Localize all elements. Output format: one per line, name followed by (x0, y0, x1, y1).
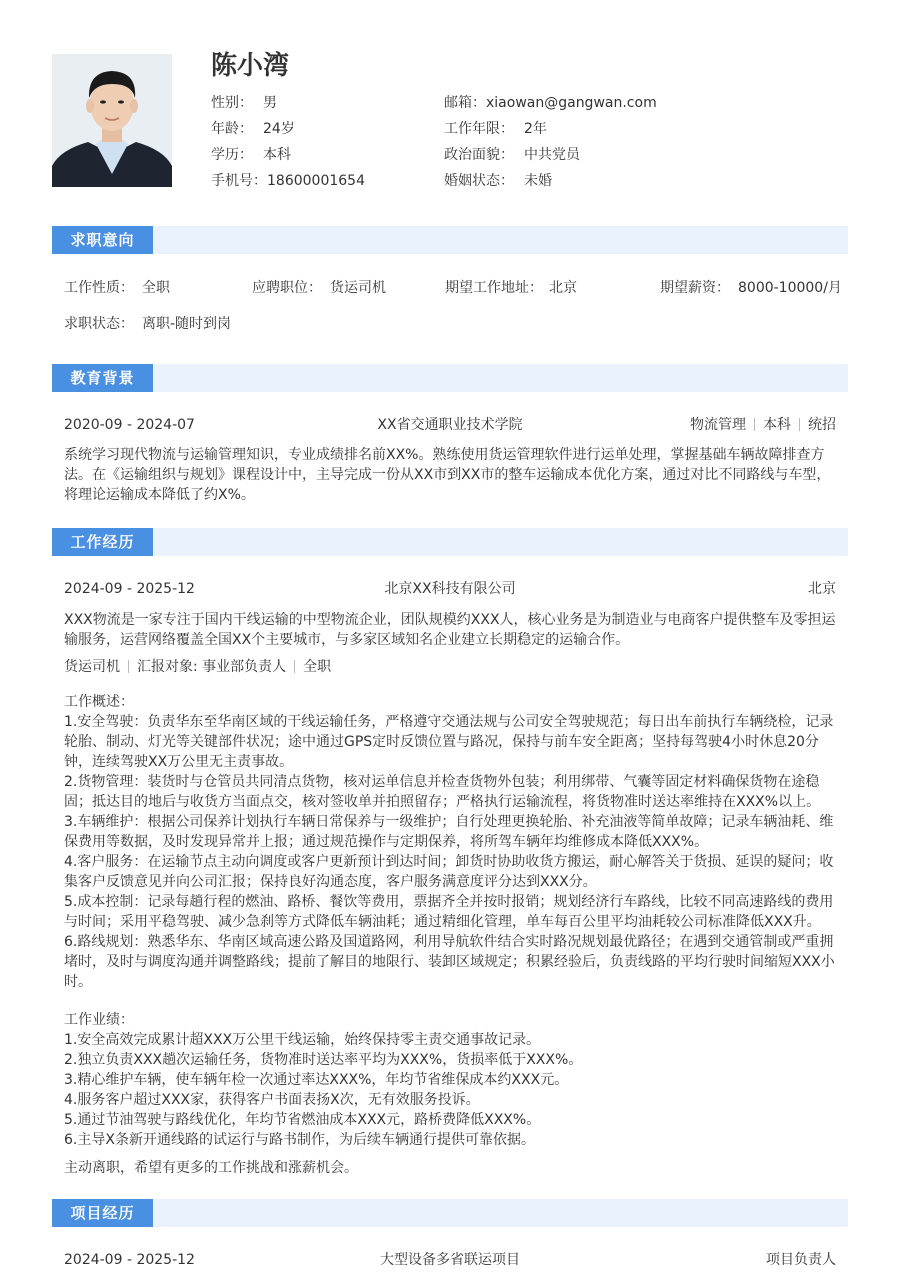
education-period: 2020-09 - 2024-07 (64, 417, 195, 433)
overview-line: 与时间；采用平稳驾驶、减少急刹等方式降低车辆油耗；通过精细化管理，单车每百公里平均油耗较公司标准降低XXX升。 (64, 914, 821, 930)
section-job-intent (52, 226, 848, 254)
job-location (445, 277, 577, 299)
achievement-line: 1.安全高效完成累计超XXX万公里干线运输，始终保持零主责交通事故记录。 (64, 1032, 541, 1048)
achievement-line: 6.主导X条新开通线路的试运行与路书制作，为后续车辆通行提供可靠依据。 (64, 1132, 535, 1148)
company-name: 北京XX科技有限公司 (384, 581, 516, 597)
job-status-row (64, 313, 836, 335)
job-position-value: 货运司机 (330, 280, 386, 296)
overview-line: 6.路线规划：熟悉华东、华南区域高速公路及国道路网，利用导航软件结合实时路况规划最优路径；在遇到交通管制或严重拥 (64, 934, 834, 950)
candidate-name: 陈小湾 (211, 51, 290, 81)
achievement-line: 4.服务客户超过XXX家，获得客户书面表扬X次，无有效服务投诉。 (64, 1092, 480, 1108)
job-nature-value: 全职 (142, 280, 170, 296)
job-location-label: 期望工作地址： (445, 280, 543, 296)
age-row (211, 118, 365, 144)
education-header (64, 414, 836, 436)
project-role: 项目负责人 (766, 1252, 836, 1268)
marital-value: 未婚 (524, 173, 552, 189)
work-city: 北京 (808, 581, 836, 597)
education-description (64, 445, 838, 505)
job-status-value: 离职-随时到岗 (142, 316, 232, 332)
education-desc-line: 系统学习现代物流与运输管理知识，专业成绩排名前XX%。熟练使用货运管理软件进行运单处理，掌握基础车辆故障排查方 (64, 447, 825, 463)
overview-line: 保费用等数据，及时发现异常并上报；通过规范操作与定期保养，将所驾车辆年均维修成本降低XXX%。 (64, 834, 709, 850)
email-row (444, 92, 657, 118)
years-value: 2年 (524, 121, 547, 137)
job-intent-row (64, 277, 842, 299)
overview-line: 3.车辆维护：根据公司保养计划执行车辆日常保养与一级维护；自行处理更换轮胎、补充油液等简单故障；记录车辆油耗、维 (64, 814, 834, 830)
company-description (64, 610, 838, 650)
overview-line: 钟，连续驾驶XX万公里无主责事故。 (64, 754, 294, 770)
job-salary (660, 277, 842, 299)
achievement-line: 5.通过节油驾驶与路线优化，年均节省燃油成本XXX元，路桥费降低XXX%。 (64, 1112, 541, 1128)
employment-type-tag: 全职 (303, 659, 332, 675)
phone-label: 手机号： (211, 173, 267, 189)
phone-row (211, 170, 365, 196)
company-desc-line: 输服务，运营网络覆盖全国XX个主要城市，与多家区域知名企业建立长期稳定的运输合作。 (64, 632, 630, 648)
project-name: 大型设备多省联运项目 (380, 1252, 520, 1268)
education-tags (690, 414, 836, 436)
overview-line: 固；抵达目的地后与收货方当面点交，核对签收单并拍照留存；严格执行运输流程，将货物准时送达率维持在XXX%以上。 (64, 794, 821, 810)
years-row (444, 118, 657, 144)
major-tag: 物流管理 (690, 417, 746, 433)
work-overview-title: 工作概述： (64, 694, 134, 710)
report-to-tag: 汇报对象: 事业部负责人 (137, 659, 287, 675)
work-achievements-title: 工作业绩： (64, 1012, 134, 1028)
section-title-work: 工作经历 (52, 528, 153, 556)
job-salary-value: 8000-10000/月 (738, 280, 842, 296)
email-label: 邮箱： (444, 95, 486, 111)
education-desc-line: 将理论运输成本降低了约X%。 (64, 487, 255, 503)
years-label: 工作年限： (444, 121, 514, 137)
political-row (444, 144, 657, 170)
overview-line: 时。 (64, 974, 92, 990)
avatar (52, 54, 172, 187)
job-position-label: 应聘职位： (252, 280, 322, 296)
marital-label: 婚姻状态： (444, 173, 514, 189)
basic-info-left (211, 92, 365, 196)
project-header (64, 1249, 836, 1271)
gender-label: 性别： (211, 95, 253, 111)
work-overview (64, 692, 838, 992)
job-nature-label: 工作性质： (64, 280, 134, 296)
role-tag: 货运司机 (64, 659, 120, 675)
project-period: 2024-09 - 2025-12 (64, 1252, 195, 1268)
section-work (52, 528, 848, 556)
school-name: XX省交通职业技术学院 (377, 417, 523, 433)
gender-row (211, 92, 365, 118)
work-header (64, 578, 836, 600)
section-title-education: 教育背景 (52, 364, 153, 392)
company-desc-line: XXX物流是一家专注于国内干线运输的中型物流企业，团队规模约XXX人，核心业务是为制造业与电商客户提供整车及零担运 (64, 612, 836, 628)
achievement-line: 3.精心维护车辆，使车辆年检一次通过率达XXX%，年均节省维保成本约XXX元。 (64, 1072, 569, 1088)
job-status-label: 求职状态： (64, 316, 134, 332)
gender-value: 男 (263, 95, 277, 111)
work-period: 2024-09 - 2025-12 (64, 581, 195, 597)
overview-line: 5.成本控制：记录每趟行程的燃油、路桥、餐饮等费用，票据齐全并按时报销；规划经济行车路线，比较不同高速路线的费用 (64, 894, 834, 910)
job-position (252, 277, 386, 299)
work-achievements (64, 1010, 838, 1150)
degree-tag: 本科 (763, 417, 791, 433)
education-row (211, 144, 365, 170)
job-nature (64, 277, 170, 299)
age-value: 24岁 (263, 121, 295, 137)
basic-info-right (444, 92, 657, 196)
section-title-job-intent: 求职意向 (52, 226, 153, 254)
overview-line: 4.客户服务：在运输节点主动向调度或客户更新预计到达时间；卸货时协助收货方搬运，耐心解答关于货损、延误的疑问；收 (64, 854, 834, 870)
section-project (52, 1199, 848, 1227)
job-salary-label: 期望薪资： (660, 280, 730, 296)
overview-line: 轮胎、制动、灯光等关键部件状况；途中通过GPS定时反馈位置与路况，保持与前车安全距离；坚持每驾驶4小时休息20分 (64, 734, 819, 750)
job-location-value: 北京 (549, 280, 577, 296)
achievement-line: 2.独立负责XXX趟次运输任务，货物准时送达率平均为XXX%，货损率低于XXX%。 (64, 1052, 583, 1068)
overview-line: 堵时，及时与调度沟通并调整路线；提前了解目的地限行、装卸区域规定；积累经验后，负责线路的平均行驶时间缩短XXX小 (64, 954, 835, 970)
profile-photo (52, 54, 172, 187)
overview-line: 2.货物管理：装货时与仓管员共同清点货物，核对运单信息并检查货物外包装；利用绑带、气囊等固定材料确保货物在途稳 (64, 774, 820, 790)
political-label: 政治面貌： (444, 147, 514, 163)
leave-reason: 主动离职，希望有更多的工作挑战和涨薪机会。 (64, 1160, 358, 1176)
marital-row (444, 170, 657, 196)
overview-line: 1.安全驾驶：负责华东至华南区域的干线运输任务，严格遵守交通法规与公司安全驾驶规范；每日出车前执行车辆绕检，记录 (64, 714, 834, 730)
email-value: xiaowan@gangwan.com (486, 95, 657, 111)
enrollment-tag: 统招 (808, 417, 836, 433)
work-tags (64, 656, 836, 678)
education-label: 学历： (211, 147, 253, 163)
age-label: 年龄： (211, 121, 253, 137)
education-value: 本科 (263, 147, 291, 163)
political-value: 中共党员 (524, 147, 580, 163)
section-title-project: 项目经历 (52, 1199, 153, 1227)
overview-line: 集客户反馈意见并向公司汇报；保持良好沟通态度，客户服务满意度评分达到XXX分。 (64, 874, 597, 890)
education-desc-line: 法。在《运输组织与规划》课程设计中，主导完成一份从XX市到XX市的整车运输成本优化方案，通过对比不同路线与车型， (64, 467, 831, 483)
phone-value: 18600001654 (267, 173, 365, 189)
section-education (52, 364, 848, 392)
